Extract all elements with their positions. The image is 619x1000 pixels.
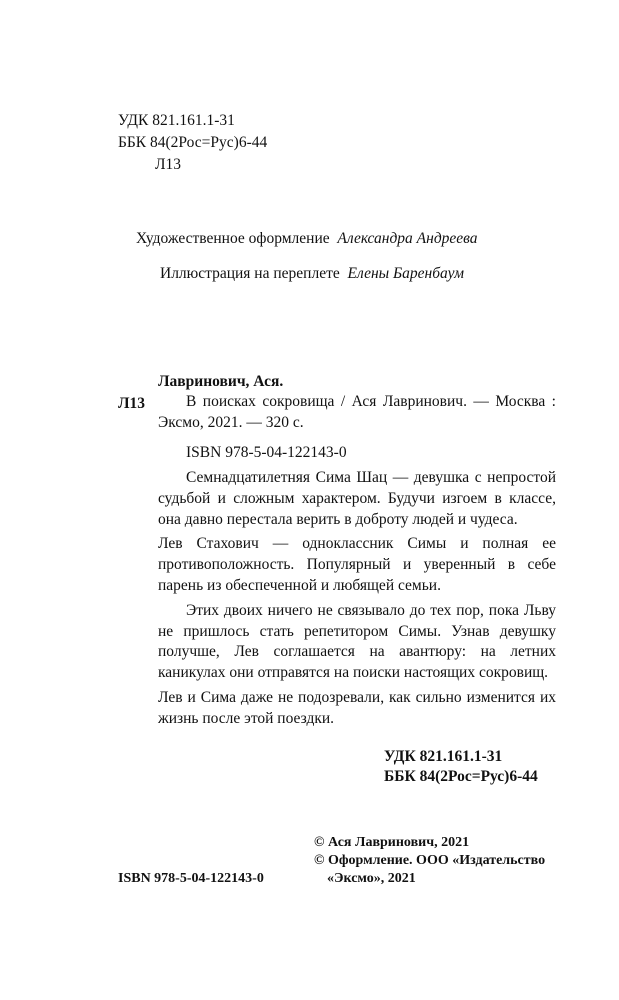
design-credit-name: Александра Андреева [337, 230, 478, 247]
udk-code-top: УДК 821.161.1-31 [118, 112, 235, 129]
copyright-design-line-1: © Оформление. ООО «Издательство [314, 853, 546, 868]
annotation-paragraph-1: Семнадцатилетняя Сима Шац — девушка с непростой судьбой и сложным характером. Будучи изгоем в классе, она давно перестала верить в доброту людей и чудеса. [158, 469, 556, 528]
bbk-code-bottom: ББК 84(2Рос=Рус)6-44 [384, 768, 538, 785]
cover-credit-name: Елены Баренбаум [347, 265, 464, 282]
design-credit [136, 229, 478, 249]
bib-author-mark: Л13 [118, 395, 146, 412]
cover-illustration-credit [160, 264, 464, 284]
author-mark-top: Л13 [155, 156, 182, 173]
bib-description [158, 392, 556, 434]
annotation-paragraph-2: Лев Стахович — одноклассник Симы и полная ее противоположность. Популярный и уверенный в себе парень из обеспеченной и любящей семьи. [158, 535, 556, 594]
bib-author: Лавринович, Ася. [158, 373, 284, 390]
design-credit-label: Художественное оформление [136, 230, 330, 247]
cover-credit-label: Иллюстрация на переплете [160, 265, 340, 282]
annotation-paragraph-3: Этих двоих ничего не связывало до тех пор, пока Льву не пришлось стать репетитором Симы. Узнав девушку получше, Лев соглашается на авантюру: на летних каникулах они отправятся на поиски настоящих сокровищ. [158, 601, 556, 682]
copyright-design-line-2: «Эксмо», 2021 [327, 871, 416, 886]
copyright-author: © Ася Лавринович, 2021 [314, 835, 470, 850]
annotation-paragraph-4: Лев и Сима даже не подозревали, как сильно изменится их жизнь после этой поездки. [158, 688, 556, 727]
bib-isbn: ISBN 978-5-04-122143-0 [186, 444, 347, 461]
annotation [158, 468, 556, 730]
bib-description-text: В поисках сокровища / Ася Лавринович. — Москва : Эксмо, 2021. — 320 с. [158, 393, 556, 431]
bbk-code-top: ББК 84(2Рос=Рус)6-44 [118, 134, 268, 151]
udk-code-bottom: УДК 821.161.1-31 [384, 748, 503, 765]
footer-isbn: ISBN 978-5-04-122143-0 [118, 871, 264, 886]
